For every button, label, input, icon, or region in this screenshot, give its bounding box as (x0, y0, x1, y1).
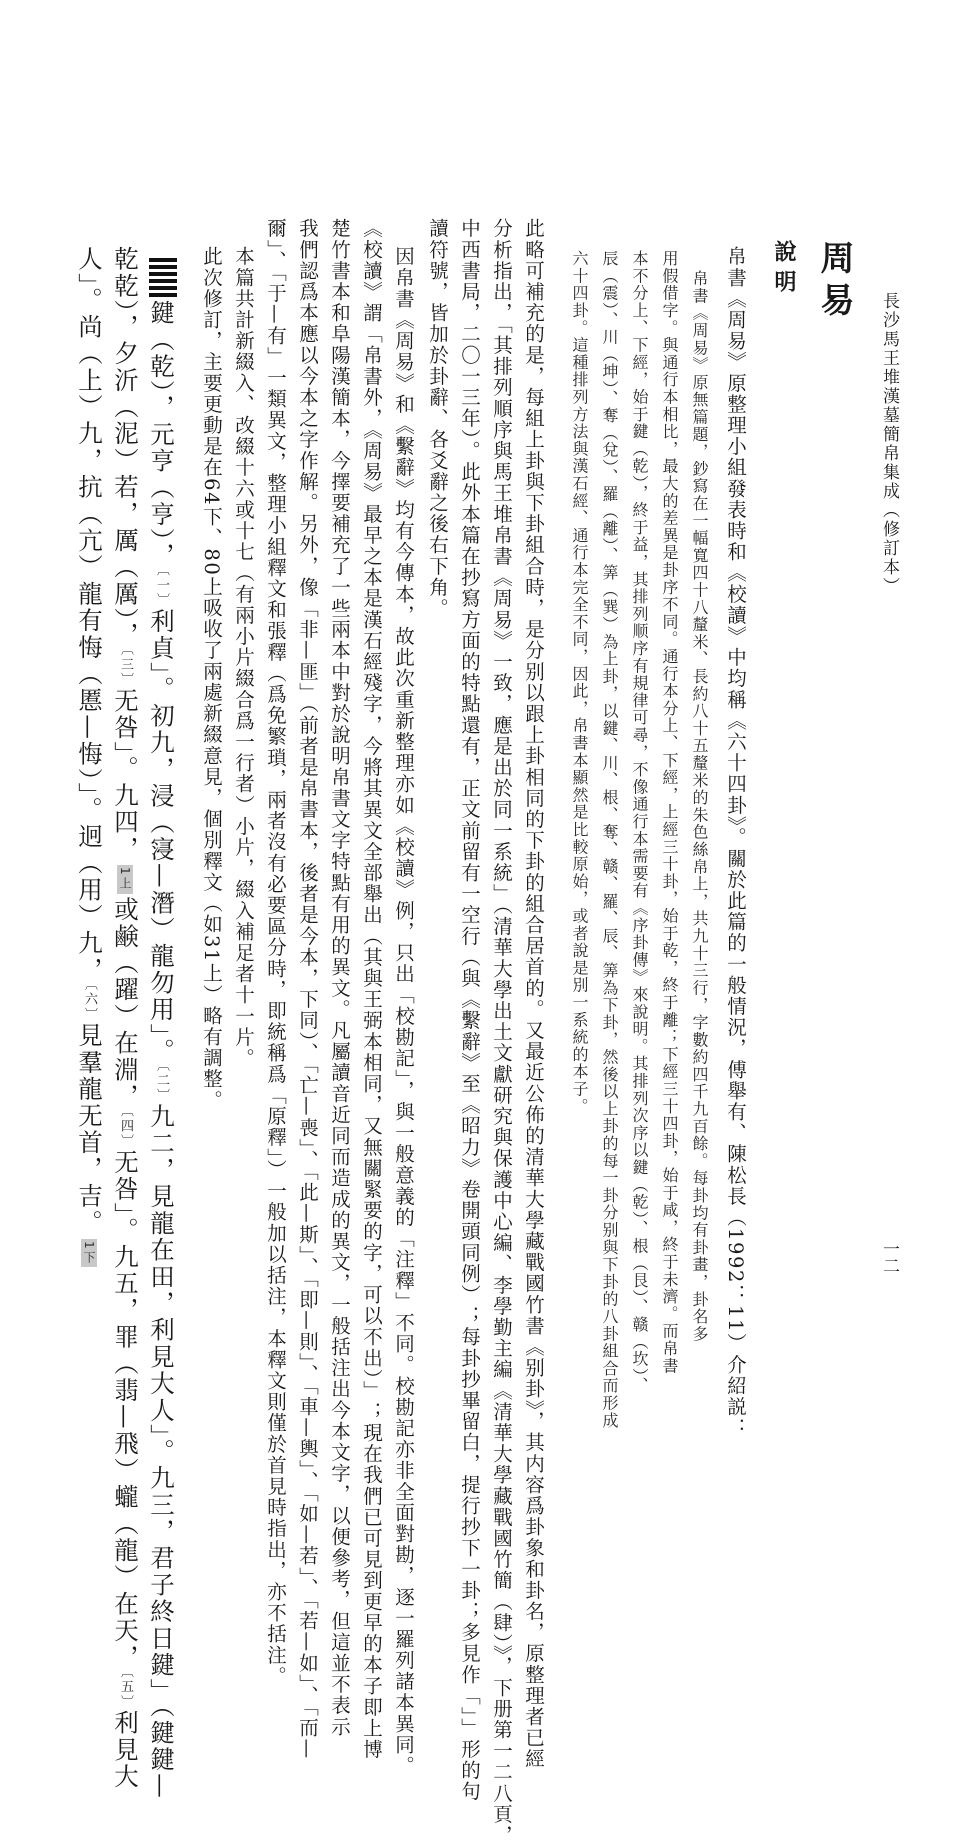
body-line: 楚竹書本和阜陽漢簡本，今擇要補充了一些兩本中對於說明帛書文字特點有用的異文。凡屬讀音近同而造成的異文，一般括注出今本文字，以便參考，但這並不表示 (328, 218, 351, 1738)
page-number: 一二 (879, 1240, 899, 1274)
body-line: 爾」、「于—有」一類異文，整理小組釋文和張釋（爲免繁瑣，兩者沒有必要區分時，即統稱爲「原釋」）一般加以括注，本釋文則僅於首見時指出，亦不括注。 (264, 218, 287, 1687)
note-marker: 〔五〕 (118, 1670, 133, 1711)
hexagram-line (149, 265, 177, 269)
body-line: 《校讀》謂「帛書外，《周易》最早之本是漢石經殘字，今將其異文全部舉出（其與王弼本相同，又無關緊要的字，可以不出）」；現在我們已可見到更早的本子即上博 (360, 218, 383, 1760)
quote-line: 帛書《周易》原無篇題，鈔寫在一幅寬四十八釐米、長約八十五釐米的朱色絲帛上，共九十三行，字數約四千九百餘。每卦均有卦畫，卦名多 (690, 270, 709, 1343)
hexagram-line (149, 286, 177, 290)
body-line: 本篇共計新綴入、改綴十六或十七（有兩小片綴合爲一行者）小片，綴入補足者十一片。 (232, 246, 255, 1069)
strip-label: 1上 (118, 867, 132, 892)
note-marker: 〔二〕 (154, 1064, 169, 1104)
body-line: 我們認爲本應以今本之字作解。另外，像「非—匪」（前者是帛書本，後者是今本，下同）、「亡—喪」、「此—斯」、「即—則」、「車—輿」、「如—若」、「若—如」、「而— (296, 218, 319, 1760)
note-marker: 〔六〕 (82, 983, 97, 1023)
quote-line: 本不分上、下經，始于鍵（乾），終于益，其排列顺序有規律可尋，不像通行本需要有《序卦傳》來說明。其排列次序以鍵（乾）、根（艮）、赣（坎）、 (630, 250, 649, 1395)
main-text-line: 人」。尚（上）九，抗（亢）龍有悔（慝—悔）」。迥（用）九，〔六〕見羣龍无首，吉。1下 (75, 246, 104, 1266)
chapter-title: 周易 (814, 240, 854, 324)
body-line: 此次修訂，主要更動是在64下、80上吸收了兩處新綴意見，個別釋文（如31上）略有調整。 (200, 246, 223, 1111)
hexagram-symbol (149, 258, 177, 297)
section-heading: 說明 (771, 240, 797, 300)
hexagram-line (149, 279, 177, 283)
note-marker: 〔三〕 (118, 648, 133, 688)
quote-line: 辰（震）、川（坤）、奪（兌）、羅（離）、筭（巽）為上卦，以鍵、川、根、奪、赣、羅、辰、筭為下卦，然後以上卦的每一卦分别與下卦的八卦組合而形成 (600, 250, 619, 1429)
quote-line: 六十四卦。這種排列方法與漢石經、通行本完全不同，因此，帛書本顯然是比較原始，或者說是別一系統的本子。 (570, 250, 589, 1115)
body-line: 因帛書《周易》和《繫辭》均有今傳本，故此次重新整理亦如《校讀》例，只出「校勘記」，與一般意義的「注釋」不同。校勘記亦非全面對勘，逐一羅列諸本異同。 (392, 246, 415, 1777)
main-text-line: 乾乾），夕沂（泥）若，厲（厲），〔三〕无咎」。九四，1上或鹸（躍）在淵，〔四〕无咎」。九五，罪（翡—飛）蠬（龍）在天，〔五〕利見大 (111, 246, 140, 1791)
strip-label: 1下 (82, 1241, 96, 1266)
running-header: 長沙馬王堆漢墓簡帛集成（修訂本） (879, 292, 899, 596)
main-text-line: 鍵（乾），元亨（亨），〔一〕利貞」。初九，浸（寖—潛）龍勿用」。〔二〕九二，見龍在田，利見大人」。九三，君子終日鍵」（鍵鍵— (147, 300, 176, 1800)
body-line: 分析指出，「其排列順序與馬王堆帛書《周易》一致，應是出於同一系統」（清華大學出土文獻研究與保護中心編、李學勤主編《清華大學藏戰國竹簡（肆）》，下册第一二八頁， (490, 218, 513, 1846)
intro-paragraph: 帛書《周易》原整理小組發表時和《校讀》中均稱《六十四卦》。關於此篇的一般情況，傅舉有、陳松長（1992：11）介紹説： (724, 246, 747, 1439)
body-line: 中西書局，二〇一三年）。此外本篇在抄寫方面的特點還有，正文前留有一空行（與《繫辭》至《昭力》卷開頭同例）；每卦抄畢留白，提行抄下一卦；多見作「」」形的句 (458, 218, 481, 1803)
note-marker: 〔一〕 (154, 569, 169, 609)
body-line: 讀符號，皆加於卦辭、各爻辭之後右下角。 (426, 218, 449, 619)
hexagram-line (149, 293, 177, 297)
hexagram-line (149, 272, 177, 276)
hexagram-line (149, 258, 177, 262)
body-line: 此略可補充的是，每組上卦與下卦組合時，是分别以跟上卦相同的下卦的組合居首的。又最近公佈的清華大學藏戰國竹書《别卦》，其内容爲卦象和卦名，原整理者已經 (522, 218, 545, 1770)
quote-line: 用假借字。與通行本相比，最大的差異是卦序不同。通行本分上、下經，上經三十卦，始于乾，終于離；下經三十四卦，始于咸，終于未濟。而帛書 (660, 250, 679, 1375)
note-marker: 〔四〕 (118, 1110, 133, 1150)
